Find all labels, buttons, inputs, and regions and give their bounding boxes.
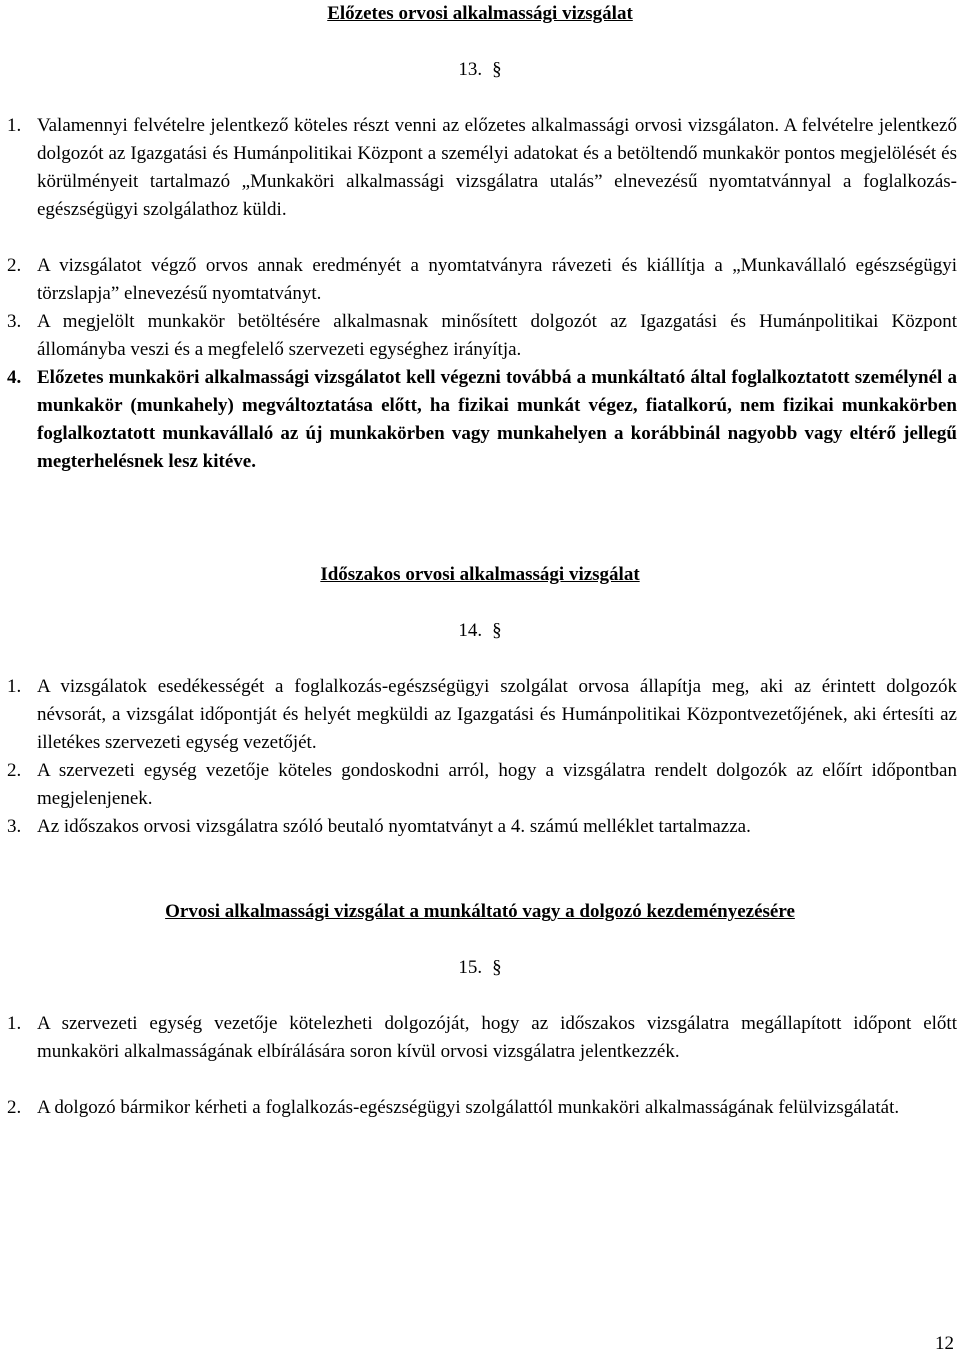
section-14-item-1 (7, 673, 957, 757)
section-15-number (0, 954, 960, 982)
section-13-number (0, 56, 960, 84)
section-number: 13. (458, 59, 483, 80)
section-sign: § (492, 59, 502, 80)
item-number: 4. (7, 367, 22, 388)
section-13-item-2 (7, 252, 957, 308)
section-14-item-2 (7, 757, 957, 813)
item-number: 3. (7, 311, 22, 332)
section-13-title: Előzetes orvosi alkalmassági vizsgálat (327, 3, 633, 24)
section-sign: § (492, 620, 502, 641)
section-15-item-1 (7, 1010, 957, 1066)
item-number: 3. (7, 816, 22, 837)
item-number: 2. (7, 1097, 22, 1118)
section-number: 15. (458, 957, 483, 978)
section-14-number (0, 617, 960, 645)
item-number: 1. (7, 1013, 22, 1034)
section-13-item-4 (7, 364, 957, 476)
section-13-item-3 (7, 308, 957, 364)
item-text: Valamennyi felvételre jelentkező köteles részt venni az előzetes alkalmassági orvosi vizsgálaton. A felvételre jelentkező dolgozót az Igazgatási és Humánpolitikai Központ a személyi adatokat és a betöltendő munkakör pontos megjelölését és körülményeit tartalmazó „Munkaköri alkalmassági vizsgálatra utalás” elnevezésű nyomtatvánnyal a foglalkozás-egészségügyi szolgálathoz küldi. (37, 115, 957, 220)
page-number: 12 (935, 1333, 954, 1354)
section-sign: § (492, 957, 502, 978)
section-number: 14. (458, 620, 483, 641)
section-15-title: Orvosi alkalmassági vizsgálat a munkáltató vagy a dolgozó kezdeményezésére (165, 901, 795, 922)
item-text: Előzetes munkaköri alkalmassági vizsgálatot kell végezni továbbá a munkáltató által foglalkoztatott személynél a munkakör (munkahely) megváltoztatása előtt, ha fizikai munkát végez, fiatalkorú, nem fizikai munkakörben foglalkoztatott munkavállaló az új munkakörben vagy munkahelyen a korábbinál nagyobb vagy eltérő jellegű megterhelésnek lesz kitéve. (37, 367, 957, 472)
item-text: A megjelölt munkakör betöltésére alkalmasnak minősített dolgozót az Igazgatási és Humánpolitikai Központ állományba veszi és a megfelelő szervezeti egységhez irányítja. (37, 311, 957, 360)
item-text: Az időszakos orvosi vizsgálatra szóló beutaló nyomtatványt a 4. számú melléklet tartalmazza. (37, 816, 751, 837)
section-14-title: Időszakos orvosi alkalmassági vizsgálat (320, 564, 640, 585)
item-text: A vizsgálatot végző orvos annak eredményét a nyomtatványra rávezeti és kiállítja a „Munkavállaló egészségügyi törzslapja” elnevezésű nyomtatványt. (37, 255, 957, 304)
item-text: A szervezeti egység vezetője kötelezheti dolgozóját, hogy az időszakos vizsgálatra megállapított időpont előtt munkaköri alkalmasságának elbírálására soron kívül orvosi vizsgálatra jelentkezzék. (37, 1013, 957, 1062)
item-text: A dolgozó bármikor kérheti a foglalkozás-egészségügyi szolgálattól munkaköri alkalmasságának felülvizsgálatát. (37, 1097, 900, 1118)
item-number: 1. (7, 676, 22, 697)
section-14-item-3 (7, 813, 957, 841)
item-number: 2. (7, 255, 22, 276)
item-number: 2. (7, 760, 22, 781)
item-number: 1. (7, 115, 22, 136)
item-text: A vizsgálatok esedékességét a foglalkozás-egészségügyi szolgálat orvosa állapítja meg, aki az érintett dolgozók névsorát, a vizsgálat időpontját és helyét megküldi az Igazgatási és Humánpolitikai Központvezetőjének, aki értesíti az illetékes szervezeti egység vezetőjét. (37, 676, 957, 753)
section-15-item-2 (7, 1094, 957, 1122)
item-text: A szervezeti egység vezetője köteles gondoskodni arról, hogy a vizsgálatra rendelt dolgozók az előírt időpontban megjelenjenek. (37, 760, 957, 809)
section-13-item-1 (7, 112, 957, 224)
